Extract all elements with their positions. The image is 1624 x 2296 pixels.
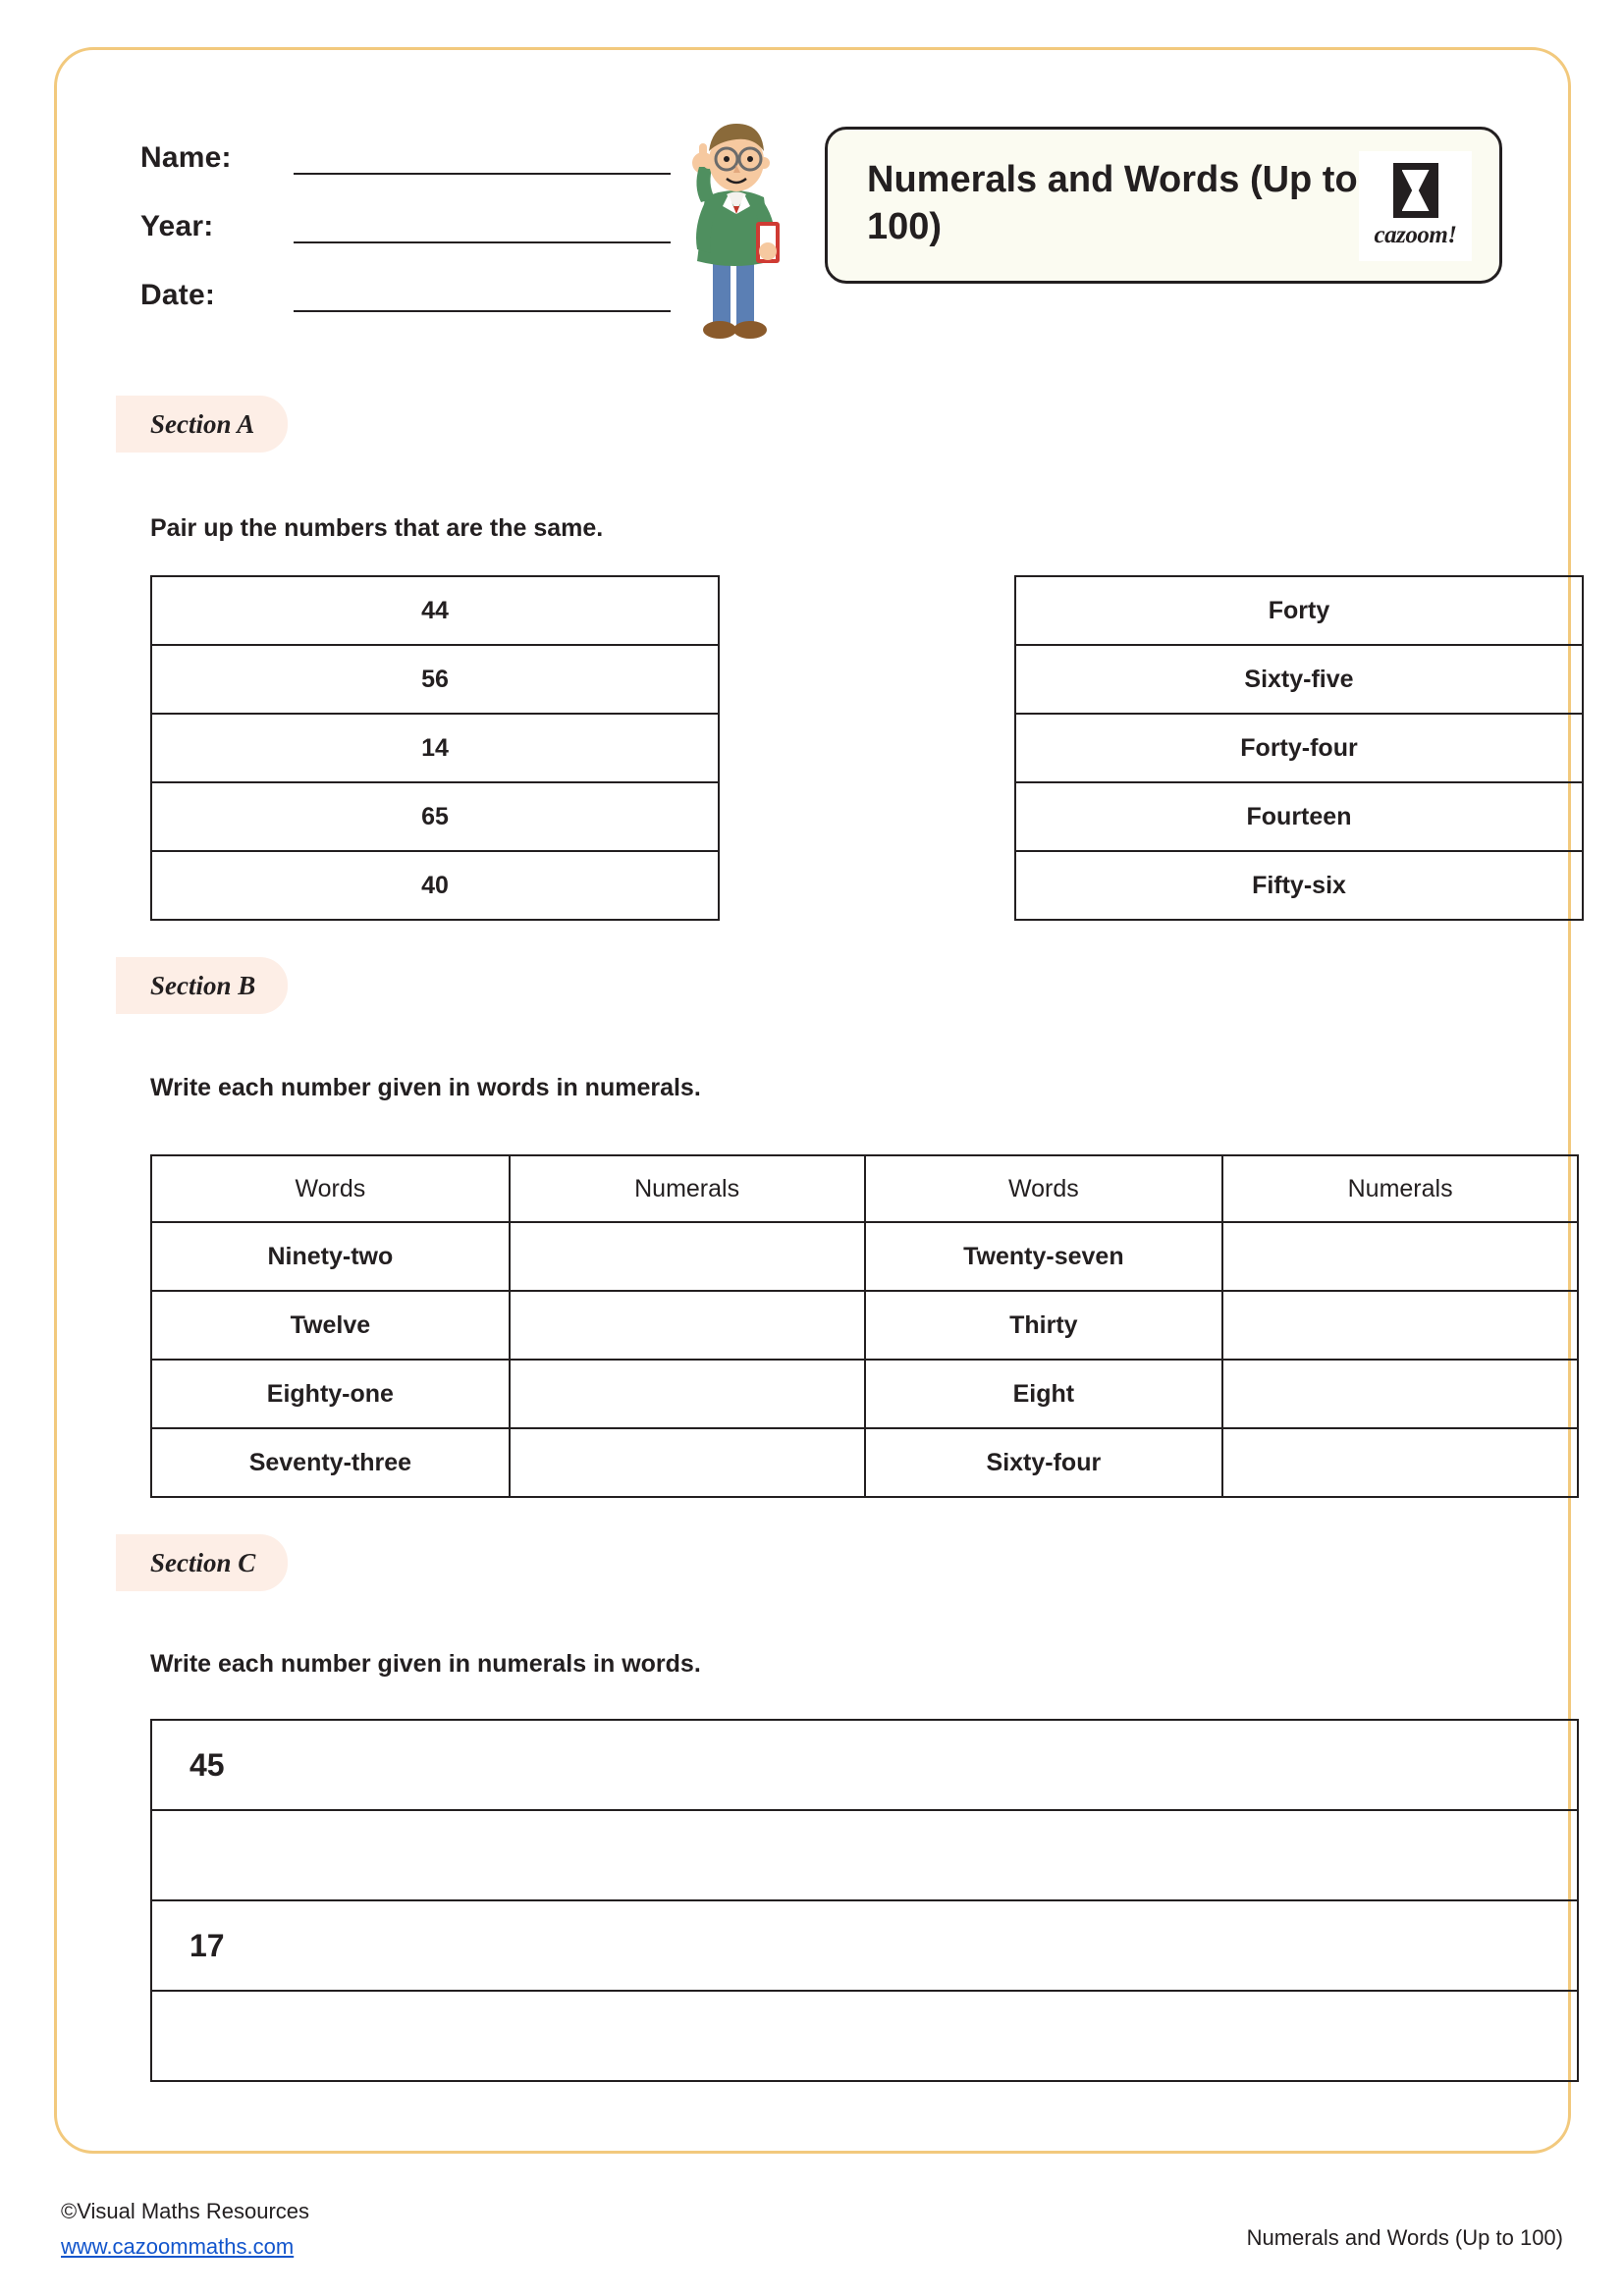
table-header-row (151, 1155, 1578, 1222)
answer-cell[interactable] (1222, 1360, 1578, 1428)
numeral-cell[interactable]: 56 (151, 645, 719, 714)
column-header-numerals-1: Numerals (510, 1155, 865, 1222)
numeral-cell[interactable]: 40 (151, 851, 719, 920)
year-input-line[interactable] (294, 216, 671, 243)
table-row[interactable] (151, 1991, 1578, 2081)
logo-wordmark: cazoom! (1374, 222, 1457, 248)
section-a-numerals-table (150, 575, 720, 921)
answer-cell[interactable] (510, 1360, 865, 1428)
table-row (151, 1720, 1578, 1810)
table-row[interactable] (151, 1360, 1578, 1428)
word-cell[interactable]: Forty (1015, 576, 1583, 645)
word-cell[interactable]: Fifty-six (1015, 851, 1583, 920)
word-cell: Thirty (865, 1291, 1223, 1360)
column-header-numerals-2: Numerals (1222, 1155, 1578, 1222)
hourglass-icon (1393, 163, 1438, 218)
section-a-label: Section A (150, 408, 255, 439)
section-c-instruction: Write each number given in numerals in words. (150, 1650, 701, 1678)
year-label: Year: (140, 210, 214, 242)
section-b-label: Section B (150, 970, 256, 1000)
word-cell[interactable]: Forty-four (1015, 714, 1583, 782)
worksheet-title-card (825, 127, 1502, 284)
cazoom-logo (1359, 151, 1472, 261)
table-row[interactable] (151, 1291, 1578, 1360)
name-field-row (140, 133, 671, 175)
table-row[interactable] (1015, 576, 1583, 645)
numeral-cell: 17 (151, 1900, 1578, 1991)
table-row[interactable] (151, 645, 719, 714)
word-cell[interactable]: Fourteen (1015, 782, 1583, 851)
word-cell: Seventy-three (151, 1428, 510, 1497)
answer-cell[interactable] (151, 1991, 1578, 2081)
numeral-cell: 45 (151, 1720, 1578, 1810)
table-row[interactable] (151, 1428, 1578, 1497)
answer-cell[interactable] (510, 1428, 865, 1497)
answer-cell[interactable] (510, 1222, 865, 1291)
date-label: Date: (140, 279, 216, 311)
table-row[interactable] (1015, 714, 1583, 782)
section-c-table (150, 1719, 1579, 2082)
word-cell[interactable]: Sixty-five (1015, 645, 1583, 714)
section-b-tag (116, 957, 288, 1014)
worksheet-header (57, 50, 1568, 345)
word-cell: Twenty-seven (865, 1222, 1223, 1291)
year-field-row (140, 202, 671, 243)
word-cell: Twelve (151, 1291, 510, 1360)
answer-cell[interactable] (151, 1810, 1578, 1900)
website-link[interactable]: www.cazoommaths.com (61, 2233, 295, 2259)
footer-credits (61, 2196, 309, 2263)
numeral-cell[interactable]: 44 (151, 576, 719, 645)
table-row[interactable] (151, 782, 719, 851)
answer-cell[interactable] (1222, 1291, 1578, 1360)
answer-cell[interactable] (510, 1291, 865, 1360)
numeral-cell[interactable]: 14 (151, 714, 719, 782)
date-input-line[interactable] (294, 285, 671, 312)
column-header-words-2: Words (865, 1155, 1223, 1222)
name-input-line[interactable] (294, 147, 671, 175)
section-a-tag (116, 396, 288, 453)
section-a-words-table (1014, 575, 1584, 921)
section-c-tag (116, 1534, 288, 1591)
table-row[interactable] (1015, 782, 1583, 851)
table-row (151, 1900, 1578, 1991)
numeral-cell[interactable]: 65 (151, 782, 719, 851)
name-label: Name: (140, 141, 232, 174)
date-field-row (140, 271, 671, 312)
student-info-fields (140, 133, 671, 340)
worksheet-page (54, 47, 1571, 2154)
table-row[interactable] (151, 576, 719, 645)
table-row[interactable] (151, 1810, 1578, 1900)
column-header-words-1: Words (151, 1155, 510, 1222)
word-cell: Sixty-four (865, 1428, 1223, 1497)
section-b-instruction: Write each number given in words in numerals. (150, 1074, 701, 1101)
copyright-text: ©Visual Maths Resources (61, 2199, 310, 2223)
answer-cell[interactable] (1222, 1222, 1578, 1291)
answer-cell[interactable] (1222, 1428, 1578, 1497)
word-cell: Ninety-two (151, 1222, 510, 1291)
footer-doc-title: Numerals and Words (Up to 100) (1246, 2225, 1563, 2250)
table-row[interactable] (151, 1222, 1578, 1291)
section-b-table (150, 1154, 1579, 1498)
page-title: Numerals and Words (Up to 100) (867, 159, 1358, 247)
table-row[interactable] (1015, 851, 1583, 920)
table-row[interactable] (151, 714, 719, 782)
word-cell: Eight (865, 1360, 1223, 1428)
teacher-character-illustration (666, 104, 803, 349)
table-row[interactable] (1015, 645, 1583, 714)
word-cell: Eighty-one (151, 1360, 510, 1428)
section-c-label: Section C (150, 1547, 256, 1577)
table-row[interactable] (151, 851, 719, 920)
section-a-instruction: Pair up the numbers that are the same. (150, 514, 604, 542)
